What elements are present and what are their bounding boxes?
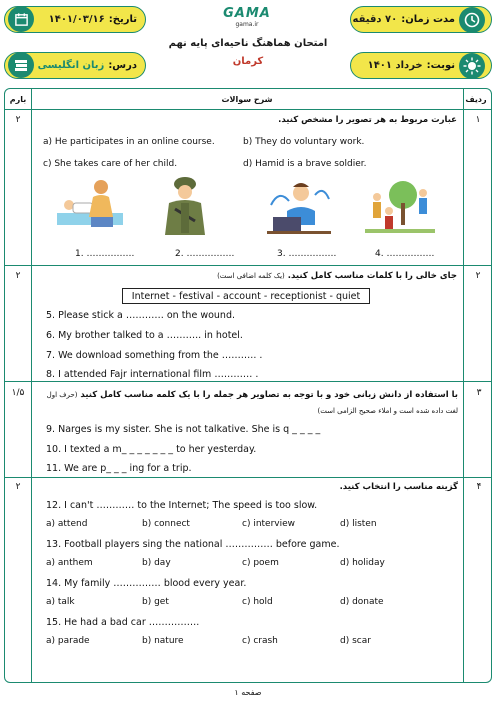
option-b: b) They do voluntary work. bbox=[243, 137, 365, 147]
option-a[interactable]: a) anthem bbox=[46, 558, 93, 568]
section-number: ۴ bbox=[476, 482, 482, 492]
clock-icon bbox=[459, 7, 485, 33]
session-value: خرداد ۱۴۰۱ bbox=[367, 60, 423, 71]
voluntary-work-picture bbox=[363, 175, 437, 237]
section-number: ۲ bbox=[475, 271, 481, 281]
option-d[interactable]: d) listen bbox=[340, 519, 377, 529]
section-score: ۲ bbox=[15, 115, 21, 125]
answer-blank[interactable]: 4. ……………. bbox=[375, 249, 435, 259]
books-icon bbox=[8, 52, 34, 78]
answer-blank[interactable]: 3. ……………. bbox=[277, 249, 337, 259]
option-a[interactable]: a) talk bbox=[46, 597, 75, 607]
option-d: d) Hamid is a brave soldier. bbox=[243, 159, 367, 169]
question-13: 13. Football players sing the national …………… before game. bbox=[46, 539, 340, 550]
option-c: c) She takes care of her child. bbox=[43, 159, 178, 169]
instruction-note: (یک کلمه اضافی است) bbox=[217, 272, 285, 280]
answer-blank[interactable]: 1. ……………. bbox=[75, 249, 135, 259]
logo-sub: gama.ir bbox=[235, 21, 259, 28]
option-c[interactable]: c) interview bbox=[242, 519, 296, 529]
question-9: 9. Narges is my sister. She is not talkative. She is q _ _ _ _ bbox=[46, 424, 321, 435]
logo-main: GAMA bbox=[223, 6, 271, 21]
section-divider bbox=[5, 381, 491, 382]
option-d[interactable]: d) holiday bbox=[340, 558, 385, 568]
section-divider bbox=[5, 265, 491, 266]
question-14: 14. My family …………… blood every year. bbox=[46, 578, 247, 589]
duration-value: ۷۰ دقیقه bbox=[352, 14, 398, 25]
soldier-picture bbox=[155, 175, 215, 237]
answer-blank[interactable]: 2. ……………. bbox=[175, 249, 235, 259]
row-column-divider bbox=[463, 89, 464, 682]
exam-title: امتحان هماهنگ ناحیه‌ای پایه نهم bbox=[168, 38, 328, 49]
section-divider bbox=[5, 477, 491, 478]
exam-header bbox=[4, 4, 492, 82]
question-12: 12. I can't ………… to the Internet; The speed is too slow. bbox=[46, 500, 318, 511]
option-a[interactable]: a) attend bbox=[46, 519, 88, 529]
mother-child-picture bbox=[55, 177, 127, 233]
section-score: ۲ bbox=[15, 482, 21, 492]
question-8: 8. I attended Fajr international film ………… . bbox=[46, 369, 259, 380]
option-a[interactable]: a) parade bbox=[46, 636, 90, 646]
section-score: ۱/۵ bbox=[11, 388, 25, 398]
option-c[interactable]: c) poem bbox=[242, 558, 279, 568]
option-d[interactable]: d) scar bbox=[340, 636, 371, 646]
section-instruction bbox=[217, 271, 457, 281]
subject-box bbox=[4, 52, 146, 79]
section-instruction bbox=[38, 387, 458, 419]
session-box bbox=[350, 52, 492, 79]
page-number: صفحه ۱ bbox=[234, 688, 262, 697]
question-10: 10. I texted a m_ _ _ _ _ _ _ to her yesterday. bbox=[46, 444, 257, 455]
session-label: نوبت: bbox=[426, 60, 455, 71]
question-5: 5. Please stick a ………… on the wound. bbox=[46, 310, 235, 321]
duration-box bbox=[350, 6, 492, 33]
option-b[interactable]: b) get bbox=[142, 597, 169, 607]
gama-logo bbox=[214, 6, 280, 30]
questions-table bbox=[4, 88, 492, 683]
section-instruction: عبارت مربوط به هر تصویر را مشخص کنید. bbox=[278, 115, 457, 125]
option-d[interactable]: d) donate bbox=[340, 597, 384, 607]
option-a: a) He participates in an online course. bbox=[43, 137, 215, 147]
section-number: ۱ bbox=[475, 115, 481, 125]
word-box: Internet - festival - account - receptionist - quiet bbox=[122, 288, 370, 304]
instruction-text: با استفاده از دانش زبانی خود و با توجه به تصاویر هر جمله را با یک کلمه مناسب کامل کنید bbox=[80, 390, 458, 400]
exam-city: کرمان bbox=[232, 56, 264, 67]
instruction-note: (حرف اول لغت داده شده است و املاء صحیح الزامی است) bbox=[46, 391, 458, 415]
option-c[interactable]: c) crash bbox=[242, 636, 278, 646]
question-11: 11. We are p_ _ _ ing for a trip. bbox=[46, 463, 192, 474]
header-divider bbox=[5, 109, 491, 110]
score-header: بارم bbox=[9, 94, 27, 104]
date-label: تاریخ: bbox=[108, 14, 137, 25]
date-box bbox=[4, 6, 146, 33]
duration-label: مدت زمان: bbox=[401, 14, 455, 25]
option-b[interactable]: b) nature bbox=[142, 636, 184, 646]
score-column-divider bbox=[31, 89, 32, 682]
question-6: 6. My brother talked to a ……….. in hotel. bbox=[46, 330, 243, 341]
option-b[interactable]: b) day bbox=[142, 558, 171, 568]
subject-value: زبان انگلیسی bbox=[37, 60, 105, 71]
question-15: 15. He had a bad car ……………. bbox=[46, 617, 200, 628]
description-header: شرح سوالات bbox=[221, 94, 273, 104]
section-instruction: گزینه مناسب را انتخاب کنید. bbox=[339, 482, 458, 492]
instruction-text: جای خالی را با کلمات مناسب کامل کنید. bbox=[287, 271, 457, 281]
online-course-picture bbox=[265, 175, 335, 237]
section-number: ۳ bbox=[476, 388, 482, 398]
option-c[interactable]: c) hold bbox=[242, 597, 273, 607]
section-score: ۲ bbox=[15, 271, 21, 281]
subject-label: درس: bbox=[108, 60, 137, 71]
calendar-icon bbox=[8, 6, 34, 32]
row-header: ردیف bbox=[465, 94, 487, 104]
option-b[interactable]: b) connect bbox=[142, 519, 190, 529]
question-7: 7. We download something from the ……….. . bbox=[46, 350, 263, 361]
date-value: ۱۴۰۱/۰۳/۱۶ bbox=[48, 14, 105, 25]
sun-icon bbox=[459, 53, 485, 79]
